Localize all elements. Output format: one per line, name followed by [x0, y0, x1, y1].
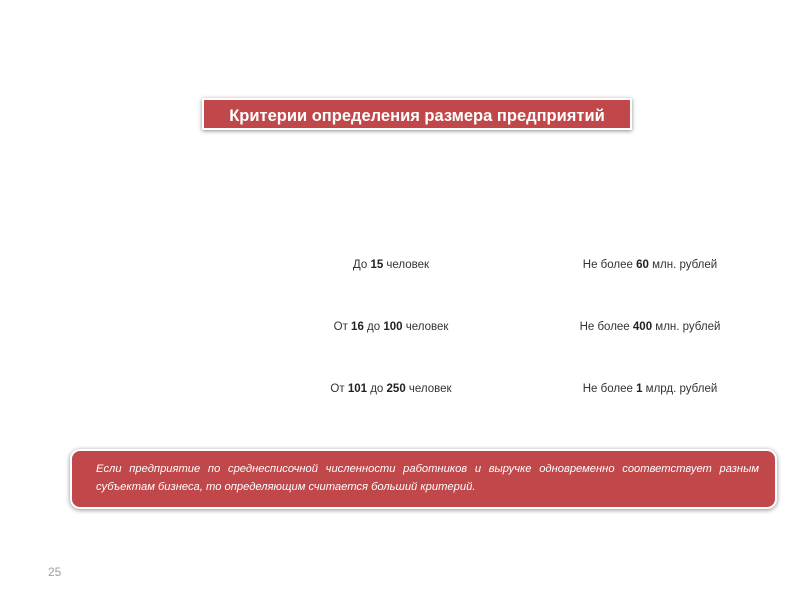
employees-middle: до: [367, 383, 387, 395]
revenue-criterion: [555, 383, 745, 395]
revenue-suffix: млн. рублей: [648, 259, 718, 271]
employees-suffix: человек: [402, 321, 449, 333]
revenue-number: 60: [636, 259, 649, 271]
employees-number-from: 101: [347, 383, 368, 395]
revenue-prefix: Не более: [579, 321, 633, 333]
employees-criterion: [300, 259, 482, 271]
employees-suffix: человек: [383, 259, 430, 271]
revenue-criterion: [555, 321, 745, 333]
revenue-prefix: Не более: [582, 259, 637, 271]
employees-middle: до: [363, 321, 384, 333]
employees-number-from: 16: [351, 321, 364, 333]
employees-criterion: [300, 321, 482, 333]
revenue-criterion: [555, 259, 745, 271]
employees-prefix: От: [330, 383, 348, 395]
revenue-number: 400: [632, 321, 653, 333]
employees-number-from: 15: [370, 259, 384, 271]
employees-suffix: человек: [405, 383, 452, 395]
note-text: Если предприятие по среднесписочной численности работников и выручке одновременно соответствует разным субъектам бизнеса, то определяющим считается больший критерий.: [96, 463, 759, 493]
employees-number-to: 100: [383, 321, 403, 333]
criteria-row: [0, 259, 800, 279]
employees-number-to: 250: [386, 383, 406, 395]
revenue-prefix: Не более: [582, 383, 637, 395]
employees-prefix: От: [333, 321, 352, 333]
employees-prefix: До: [352, 259, 371, 271]
revenue-number: 1: [636, 383, 643, 395]
revenue-suffix: млн. рублей: [652, 321, 721, 333]
title-banner: [202, 98, 632, 130]
revenue-suffix: млрд. рублей: [642, 383, 718, 395]
page-number: 25: [48, 565, 62, 579]
slide-title: Критерии определения размера предприятий: [229, 107, 605, 125]
note-box: [70, 449, 777, 509]
criteria-row: [0, 321, 800, 341]
criteria-row: [0, 383, 800, 403]
employees-criterion: [300, 383, 482, 395]
